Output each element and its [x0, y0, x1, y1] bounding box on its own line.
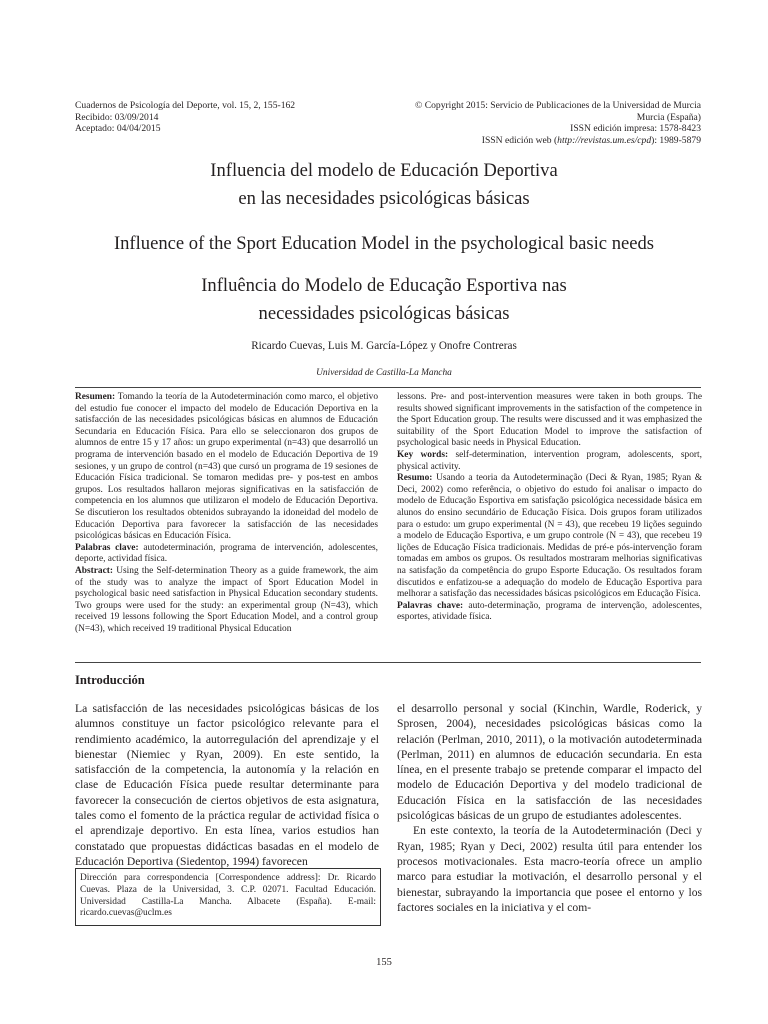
title-spanish-line1: Influencia del modelo de Educación Deportiva	[210, 160, 558, 181]
publisher-location: Murcia (España)	[636, 111, 701, 123]
issn-web	[321, 135, 701, 147]
title-english: Influence of the Sport Education Model in the psychological basic needs	[113, 233, 655, 254]
title-spanish	[0, 157, 768, 213]
resumen-paragraph	[75, 392, 378, 543]
journal-citation: Cuadernos de Psicología del Deporte, vol. 15, 2, 155-162	[75, 100, 296, 111]
abstract-bottom-divider	[75, 662, 701, 663]
correspondence-box: Dirección para correspondencia [Correspondence address]: Dr. Ricardo Cuevas. Plaza de la Universidad, 3. C.P. 02071. Facultad Educación. Universidad Castilla-La Mancha. Albacete (España). E-mail: ricardo.cuevas@uclm.es	[75, 868, 381, 926]
resumo-label: Resumo:	[397, 473, 433, 484]
intro-paragraph-2: En este contexto, la teoría de la Autodeterminación (Deci y Ryan, 1985; Ryan y Deci, 2002) resulta útil para entender los procesos motivacionales. Esta macro-teoría ofrece un amplio marco para estudiar la motivación, el desarrollo personal y el bienestar, subrayando la importancia que posee el entorno y los factores sociales en la iniciativa y el com-	[397, 824, 702, 914]
journal-header-right	[321, 100, 701, 146]
palabras-clave-label: Palabras clave:	[75, 542, 139, 553]
author-list: Ricardo Cuevas, Luis M. García-López y Onofre Contreras	[251, 340, 517, 352]
title-portuguese	[0, 272, 768, 328]
abstract-paragraph	[75, 566, 378, 636]
issn-web-suffix: ): 1989-5879	[651, 134, 701, 146]
intro-paragraph-1: La satisfacción de las necesidades psicológicas básicas de los alumnos constituye un factor psicológico relevante para el rendimiento académico, la autorregulación del aprendizaje y el bienestar (Niemiec y Ryan, 2009). En este sentido, la satisfacción de la competencia, la autonomía y la relación en clase de Educación Física puede resultar determinante para favorecer la consecución de ciertos objetivos de esta asignatura, tales como el fomento de la práctica regular de actividad física o el aprendizaje deportivo. En esta línea, varios estudios han constatado que propuestas didácticas basadas en el modelo de Educación Deportiva (Siedentop, 1994) favorecen	[75, 702, 379, 868]
resumo-paragraph	[397, 473, 702, 601]
keywords-paragraph	[397, 450, 702, 473]
abstract-column-left	[75, 392, 378, 635]
affiliation: Universidad de Castilla-La Mancha	[316, 368, 452, 378]
intro-paragraph-1-continued: el desarrollo personal y social (Kinchin, Wardle, Roderick, y Sprosen, 2004), necesidades psicológicas básicas como la relación (Perlman, 2010, 2011), o la motivación autodeterminada (Perlman, 2011) en alumnos de educación secundaria. En esta línea, en el presente trabajo se pretende comparar el impacto del modelo de Educación Deportiva y del modelo tradicional de Educación Física en la satisfacción de las necesidades psicológicas básicas de un grupo de estudiantes adolescentes.	[397, 702, 702, 823]
resumen-text: Tomando la teoría de la Autodeterminación como marco, el objetivo del estudio fue conocer el impacto del modelo de Educación Deportiva en la satisfacción de las necesidades psicológicas básicas en alumnos de Educación Secundaria en Educación Física. Para ello se seleccionaron dos grupos de alumnos de entre 15 y 17 años: un grupo experimental (n=43) que desarrolló un programa de intervención basado en el modelo de Educación Deportiva de 19 sesiones, y un grupo de control (n=43) que cursó un programa de 19 sesiones de Educación Física tradicional. Se tomaron medidas pre- y pos-test en ambos grupos. Los resultados hallaron mejoras significativas en la satisfacción de competencia en los alumnos que utilizaron el modelo de Educación Deportiva. Se discutieron los resultados obtenidos subrayando la idoneidad del modelo de Educación Deportiva para favorecer la satisfacción de las necesidades psicológicas básicas en Educación Física.	[75, 392, 379, 542]
accepted-date: Aceptado: 04/04/2015	[75, 123, 161, 135]
page-number: 155	[376, 957, 392, 968]
palabras-clave-text: autodeterminación, programa de intervención, adolescentes, deporte, actividad física.	[75, 542, 379, 565]
palavras-chave-text: auto-determinação, programa de intervenção, adolescentes, esportes, atividade física.	[397, 600, 702, 623]
resumo-text: Usando a teoria da Autodeterminação (Deci & Ryan, 1985; Ryan & Deci, 2002) como referência, o objetivo do estudo foi analisar o impacto do modelo de Educação Esportiva em satisfação psicológica necessidade básica em alunos do ensino secundário de Educação Física. Dois grupos foram utilizados para o estudo: um grupo experimental (N = 43), que recebeu 19 lições seguindo a modelo de Educação Esportiva, e um grupo controle (N = 43), que recebeu 19 lições de Educação Física tradicionais. Medidas de pré-e pós-intervenção foram tomadas em ambos os grupos. Os resultados mostraram melhorias significativas na satisfação da competência do grupo Esporte Educação. Os resultados foram discutidos e enfatizou-se a adequação do modelo de Educação Esportiva para melhorar a satisfação das necessidades básicas psicológicos em Educação Física.	[397, 473, 702, 600]
journal-url-link[interactable]: http://revistas.um.es/cpd	[557, 134, 652, 146]
abstract-continuation: lessons. Pre- and post-intervention measures were taken in both groups. The results showed significant improvements in the satisfaction of the competence in the Sport Education group. The results were discussed and it was emphasized the suitability of the Sport Education Model to improve the satisfaction of psychological basic needs in Physical Education.	[397, 392, 702, 449]
abstract-column-right	[397, 392, 702, 624]
resumen-label: Resumen:	[75, 392, 116, 402]
palavras-chave-paragraph	[397, 601, 702, 624]
abstract-text-left: Using the Self-determination Theory as a guide framework, the aim of the study was to analyze the impact of Sport Education Model in psychological basic need satisfaction in Physical Education secondary students. Two groups were used for the study: an experimental group (N=43), which received 19 lessons following the Sport Education Model, and a control group (N=43), which received 19 traditional Physical Education	[75, 565, 378, 634]
abstract-label: Abstract:	[75, 565, 114, 576]
keywords-text: self-determination, intervention program, adolescents, sport, physical activity.	[397, 449, 703, 472]
issn-print: ISSN edición impresa: 1578-8423	[570, 123, 701, 135]
title-portuguese-line1: Influência do Modelo de Educação Esportiva nas	[201, 275, 567, 296]
body-column-right	[397, 701, 702, 915]
copyright-line: © Copyright 2015: Servicio de Publicaciones de la Universidad de Murcia	[415, 100, 701, 111]
issn-web-prefix: ISSN edición web (	[481, 134, 558, 146]
title-spanish-line2: en las necesidades psicológicas básicas	[238, 188, 530, 209]
keywords-label: Key words:	[397, 449, 449, 460]
abstract-top-divider	[75, 387, 701, 388]
palabras-clave-paragraph	[75, 543, 378, 566]
title-portuguese-line2: necessidades psicológicas básicas	[258, 303, 510, 324]
received-date: Recibido: 03/09/2014	[75, 111, 159, 123]
section-heading: Introducción	[75, 673, 145, 687]
palavras-chave-label: Palavras chave:	[397, 600, 464, 611]
body-column-left	[75, 701, 379, 869]
